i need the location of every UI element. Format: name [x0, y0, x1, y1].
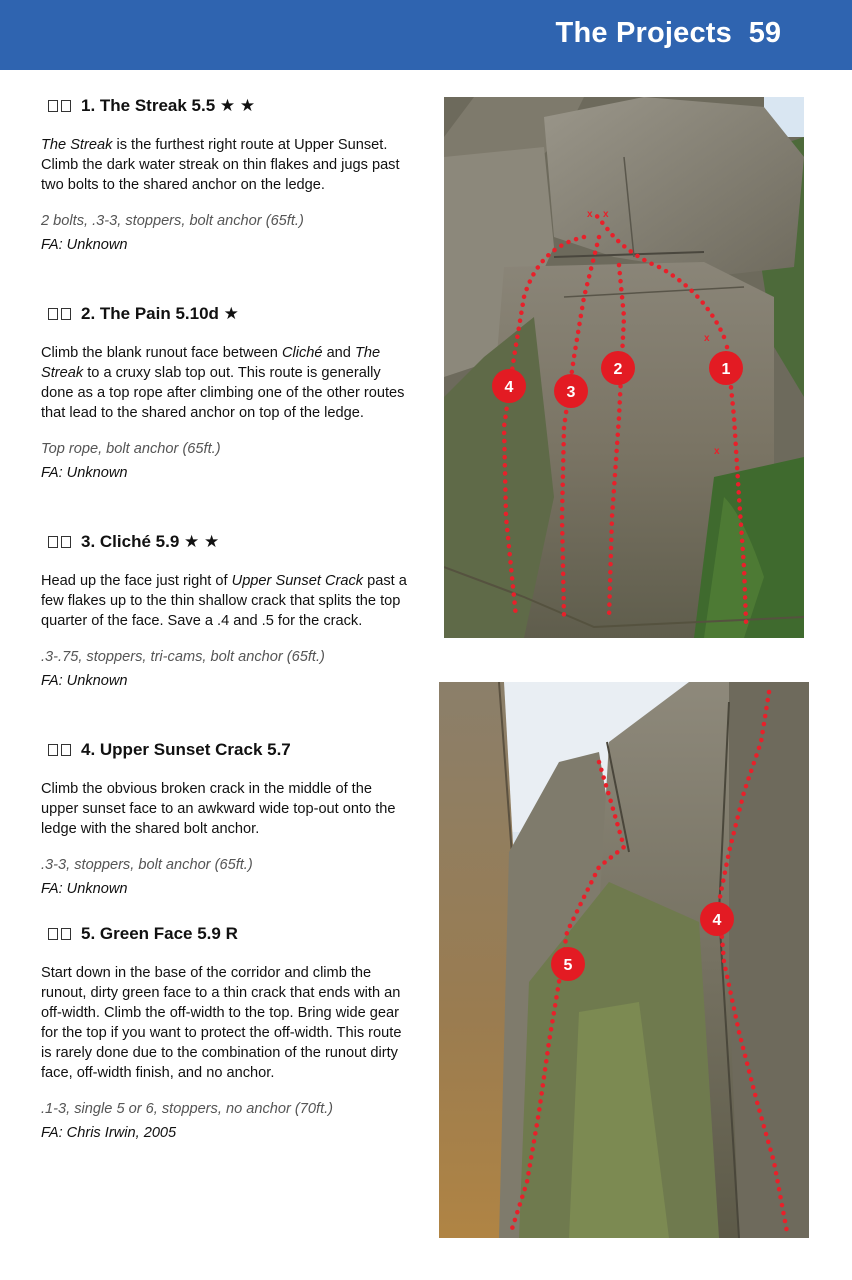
- svg-text:4: 4: [504, 379, 514, 396]
- desc-text: past a few flakes up to the thin shallow crack that splits the top quarter of the face. Save a .4 and .5 for the crack.: [41, 573, 407, 629]
- route-entry: [41, 924, 413, 1143]
- route-description: [41, 571, 413, 631]
- route-photo-corridor: [439, 682, 809, 1238]
- svg-text:x: x: [704, 333, 710, 344]
- route-first-ascent: FA: Unknown: [41, 237, 128, 253]
- route-first-ascent: FA: Unknown: [41, 673, 128, 689]
- route-ref: The Streak: [41, 137, 113, 153]
- route-photo-upper-sunset: [444, 97, 804, 638]
- route-name: 1. The Streak 5.5 ★ ★: [81, 96, 256, 115]
- route-ref: Upper Sunset Crack: [231, 573, 364, 589]
- route-gear: Top rope, bolt anchor (65ft.): [41, 441, 221, 457]
- desc-text: to a cruxy slab top out. This route is generally done as a top rope after climbing one of the other routes that lead to the shared anchor on top of the ledge.: [41, 365, 405, 421]
- corridor-image: [439, 682, 809, 1238]
- route-description: [41, 779, 413, 839]
- route-title: [41, 924, 413, 944]
- route-name: 4. Upper Sunset Crack 5.7: [81, 740, 291, 759]
- desc-text: Climb the obvious broken crack in the middle of the upper sunset face to an awkward wide top-out onto the ledge with the shared bolt anchor.: [41, 781, 396, 837]
- route-entry: [41, 96, 413, 255]
- page-number: 59: [748, 17, 781, 49]
- svg-text:x: x: [587, 209, 593, 220]
- route-marker-2: [601, 351, 635, 385]
- checkbox-icon: [48, 928, 58, 940]
- chapter-title: The Projects: [555, 17, 732, 49]
- route-gear: .3-.75, stoppers, tri-cams, bolt anchor (65ft.): [41, 649, 325, 665]
- checkbox-icon: [48, 744, 58, 756]
- svg-text:x: x: [714, 446, 720, 457]
- route-marker-4: [700, 902, 734, 936]
- svg-text:3: 3: [566, 384, 576, 401]
- route-marker-3: [554, 374, 588, 408]
- svg-text:5: 5: [563, 957, 573, 974]
- tick-boxes: [48, 100, 71, 112]
- route-gear: .3-3, stoppers, bolt anchor (65ft.): [41, 857, 253, 873]
- checkbox-icon: [48, 100, 58, 112]
- svg-text:4: 4: [712, 912, 722, 929]
- page-header: [0, 0, 852, 70]
- route-first-ascent: FA: Unknown: [41, 881, 128, 897]
- desc-text: is the furthest right route at Upper Sunset. Climb the dark water streak on thin flakes and jugs past two bolts to the shared anchor on the ledge.: [41, 137, 400, 193]
- tick-boxes: [48, 536, 71, 548]
- desc-text: Start down in the base of the corridor and climb the runout, dirty green face to a thin crack that ends with an off-width. Climb the off-width to the top. Bring wide gear for the top if you want to protect the off-width. This route is rarely done due to the combination of the runout dirty face, off-width finish, and no anchor.: [41, 965, 402, 1081]
- tick-boxes: [48, 744, 71, 756]
- route-entry: [41, 532, 413, 691]
- route-description: [41, 135, 413, 195]
- tick-boxes: [48, 308, 71, 320]
- tick-boxes: [48, 928, 71, 940]
- checkbox-icon: [61, 928, 71, 940]
- route-ref: The Streak: [41, 345, 381, 381]
- desc-text: Head up the face just right of: [41, 573, 232, 589]
- route-first-ascent: FA: Chris Irwin, 2005: [41, 1125, 177, 1141]
- route-entry: [41, 740, 413, 899]
- route-marker-1: [709, 351, 743, 385]
- svg-text:2: 2: [613, 361, 623, 378]
- checkbox-icon: [61, 536, 71, 548]
- desc-text: Climb the blank runout face between: [41, 345, 282, 361]
- desc-text: and: [322, 345, 355, 361]
- route-title: [41, 532, 413, 552]
- svg-text:x: x: [603, 209, 609, 220]
- route-title: [41, 96, 413, 116]
- route-gear: .1-3, single 5 or 6, stoppers, no anchor (70ft.): [41, 1101, 334, 1117]
- route-ref: Cliché: [281, 345, 323, 361]
- checkbox-icon: [48, 536, 58, 548]
- route-first-ascent: FA: Unknown: [41, 465, 128, 481]
- checkbox-icon: [61, 308, 71, 320]
- route-description: [41, 963, 413, 1083]
- route-name: 5. Green Face 5.9 R: [81, 924, 238, 943]
- checkbox-icon: [48, 308, 58, 320]
- route-title: [41, 740, 413, 760]
- route-gear: 2 bolts, .3-3, stoppers, bolt anchor (65ft.): [41, 213, 304, 229]
- route-name: 3. Cliché 5.9 ★ ★: [81, 532, 220, 551]
- route-marker-4: [492, 369, 526, 403]
- route-marker-5: [551, 947, 585, 981]
- svg-text:1: 1: [721, 361, 731, 378]
- checkbox-icon: [61, 100, 71, 112]
- route-title: [41, 304, 413, 324]
- route-entry: [41, 304, 413, 483]
- checkbox-icon: [61, 744, 71, 756]
- route-name: 2. The Pain 5.10d ★: [81, 304, 239, 323]
- rock-face-image: [444, 97, 804, 638]
- route-description: [41, 343, 413, 423]
